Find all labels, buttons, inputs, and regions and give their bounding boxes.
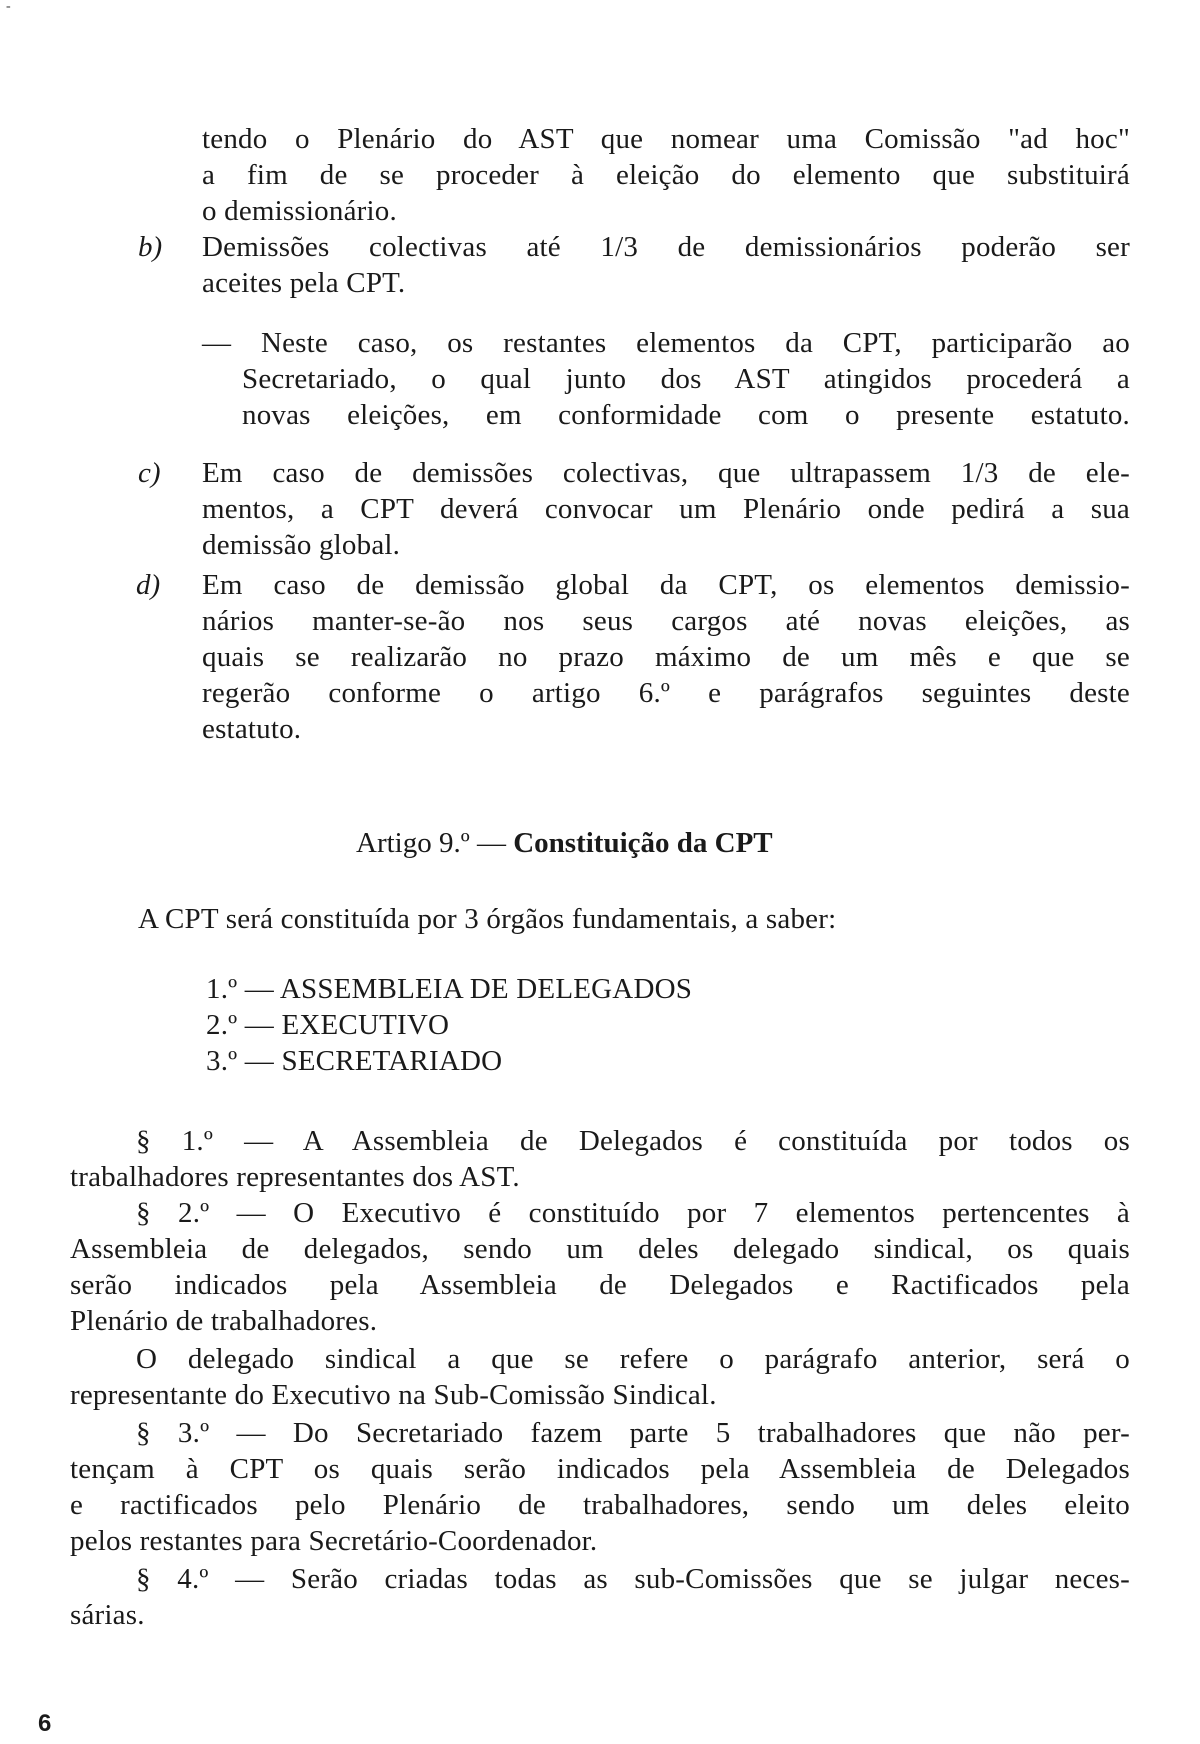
item-b-note-line: — Neste caso, os restantes elementos da CPT, participarão ao <box>202 327 1130 359</box>
intro-text: A CPT será constituída por 3 órgãos fundamentais, a saber: <box>138 903 837 935</box>
item-b-marker: b) <box>138 231 163 263</box>
corner-mark: - <box>6 0 11 14</box>
para1-line: § 1.º — A Assembleia de Delegados é constituída por todos os <box>136 1125 1130 1157</box>
para3-line: § 3.º — Do Secretariado fazem parte 5 trabalhadores que não per- <box>136 1417 1130 1449</box>
para2-line: § 2.º — O Executivo é constituído por 7 elementos pertencentes à <box>136 1197 1130 1229</box>
continuation-line: tendo o Plenário do AST que nomear uma Comissão "ad hoc" <box>202 123 1130 155</box>
continuation-line: o demissionário. <box>202 195 397 227</box>
organ-item: 2.º — EXECUTIVO <box>206 1009 450 1041</box>
para3-line: pelos restantes para Secretário-Coordenador. <box>70 1525 598 1557</box>
para1-line: trabalhadores representantes dos AST. <box>70 1161 520 1193</box>
article-title: Constituição da CPT <box>513 827 773 859</box>
para4-line: § 4.º — Serão criadas todas as sub-Comissões que se julgar neces- <box>136 1563 1130 1595</box>
item-d-line: nários manter-se-ão nos seus cargos até novas eleições, as <box>202 605 1130 637</box>
item-c-marker: c) <box>138 457 161 489</box>
para2-line: Assembleia de delegados, sendo um deles delegado sindical, os quais <box>70 1233 1130 1265</box>
item-c-line: demissão global. <box>202 529 401 561</box>
article-heading <box>356 826 773 860</box>
page-number: 6 <box>38 1710 52 1737</box>
para4-line: sárias. <box>70 1599 145 1631</box>
item-b-line: Demissões colectivas até 1/3 de demissionários poderão ser <box>202 231 1130 263</box>
item-c-line: Em caso de demissões colectivas, que ultrapassem 1/3 de ele- <box>202 457 1130 489</box>
organ-item: 3.º — SECRETARIADO <box>206 1045 503 1077</box>
para2b-line: representante do Executivo na Sub-Comissão Sindical. <box>70 1379 717 1411</box>
para2-line: serão indicados pela Assembleia de Delegados e Ractificados pela <box>70 1269 1130 1301</box>
item-d-line: estatuto. <box>202 713 302 745</box>
item-b-note-line: Secretariado, o qual junto dos AST atingidos procederá a <box>242 363 1130 395</box>
para2b-line: O delegado sindical a que se refere o parágrafo anterior, será o <box>136 1343 1130 1375</box>
item-b-line: aceites pela CPT. <box>202 267 406 299</box>
organ-item: 1.º — ASSEMBLEIA DE DELEGADOS <box>206 973 693 1005</box>
para3-line: tençam à CPT os quais serão indicados pela Assembleia de Delegados <box>70 1453 1130 1485</box>
item-d-line: Em caso de demissão global da CPT, os elementos demissio- <box>202 569 1130 601</box>
item-d-marker: d) <box>136 569 161 601</box>
item-d-line: quais se realizarão no prazo máximo de um mês e que se <box>202 641 1130 673</box>
para2-line: Plenário de trabalhadores. <box>70 1305 378 1337</box>
para3-line: e ractificados pelo Plenário de trabalhadores, sendo um deles eleito <box>70 1489 1130 1521</box>
item-c-line: mentos, a CPT deverá convocar um Plenário onde pedirá a sua <box>202 493 1130 525</box>
item-b-note-line: novas eleições, em conformidade com o presente estatuto. <box>242 399 1130 431</box>
article-label: Artigo 9.º — <box>356 827 506 859</box>
item-d-line: regerão conforme o artigo 6.º e parágrafos seguintes deste <box>202 677 1130 709</box>
continuation-line: a fim de se proceder à eleição do elemento que substituirá <box>202 159 1130 191</box>
